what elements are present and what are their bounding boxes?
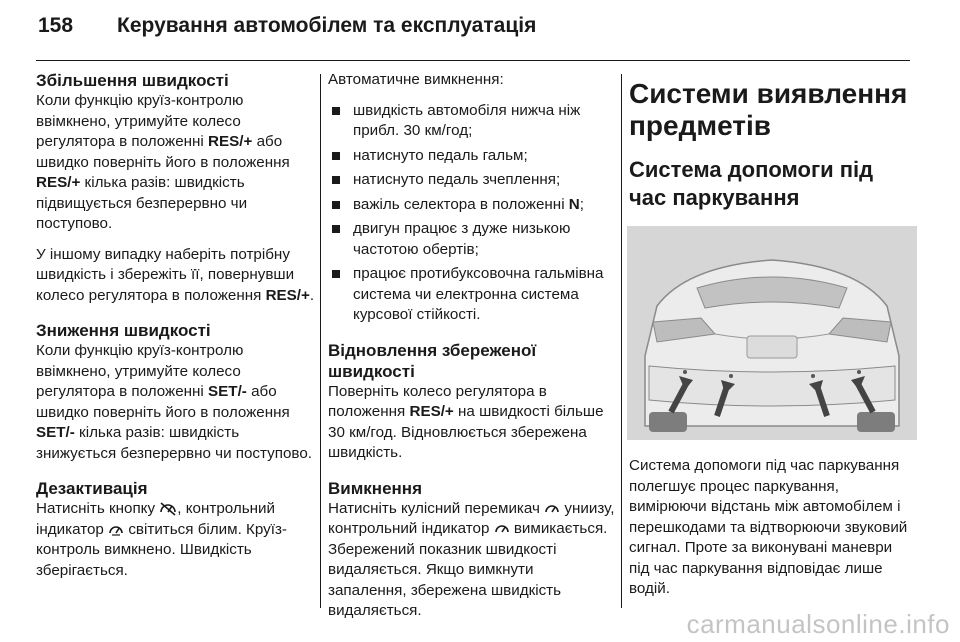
parking-assist-description: Система допомоги під час паркування полегшує процес паркування, вимірюючи відстань між автомобілем і перешкодами та відтворюючи звуковий сигнал. Проте за виконувані маневри під час паркування відповідає лише водій. [629, 457, 908, 597]
list-item: натиснуто педаль гальм; [328, 146, 616, 167]
column-right [629, 70, 911, 610]
column-divider-1 [320, 74, 321, 608]
column-middle [328, 70, 616, 632]
section-heading-decrease-speed: Зниження швидкості [36, 321, 211, 340]
column-divider-2 [621, 74, 622, 608]
chapter-title: Керування автомобілем та експлуатація [117, 14, 537, 37]
page-number: 158 [38, 14, 74, 37]
car-rear-drawing [627, 226, 917, 440]
cruise-off-icon [159, 501, 177, 516]
parking-sensor-illustration [627, 226, 917, 440]
paragraph-store-speed: У іншому випадку наберіть потрібну швидкість і збережіть її, повернувши колесо регулятора в положення RES/+. [36, 245, 315, 304]
list-item: двигун працює з дуже низькою частотою обертів; [328, 219, 616, 260]
section-heading-resume-speed: Відновлення збереженої швидкості [328, 340, 537, 381]
column-left [36, 70, 316, 591]
paragraph-switch-off: Натисніть кулісний перемикач униизу, контрольний індикатор вимикається. Збережений показник швидкості видаляється. Якщо вимкнути запалення, збережена швидкість видаляється. [328, 499, 615, 619]
paragraph-resume-speed: Поверніть колесо регулятора в положення RES/+ на швидкості більше 30 км/год. Відновлюється збережена швидкість. [328, 382, 604, 461]
page-header [38, 6, 536, 46]
watermark: carmanualsonline.info [686, 609, 950, 639]
list-item: важіль селектора в положенні N; [328, 195, 616, 216]
section-heading-increase-speed: Збільшення швидкості [36, 71, 229, 90]
list-item: працює протибуксовочна гальмівна система чи електронна система курсової стійкості. [328, 264, 616, 326]
section-title: Системи виявлення предметів [629, 78, 908, 141]
list-item: швидкість автомобіля нижча ніж прибл. 30 км/год; [328, 101, 616, 142]
section-heading-switch-off: Вимкнення [328, 478, 422, 498]
section-subtitle: Система допомоги під час паркування [629, 157, 874, 210]
paragraph-increase-speed: Коли функцію круїз-контролю ввімкнено, утримуйте колесо регулятора в положенні RES/+ або швидко поверніть його в положення RES/+ кілька разів: швидкість підвищується безперервно чи поступово. [36, 92, 290, 232]
section-heading-deactivation: Дезактивація [36, 479, 148, 498]
cruise-control-indicator-icon [494, 521, 510, 536]
paragraph-decrease-speed: Коли функцію круїз-контролю ввімкнено, утримуйте колесо регулятора в положенні SET/- або швидко поверніть його в положення SET/- кілька разів: швидкість знижується безперервно чи поступово. [36, 342, 312, 462]
auto-off-intro: Автоматичне вимкнення: [328, 71, 504, 88]
auto-off-list [328, 101, 616, 326]
list-item: натиснуто педаль зчеплення; [328, 170, 616, 191]
paragraph-deactivation: Натисніть кнопку , контрольний індикатор світиться білим. Круїз-контроль вимкнено. Швидкість зберігається. [36, 500, 287, 579]
header-rule [36, 60, 910, 61]
cruise-control-indicator-icon [108, 522, 124, 537]
cruise-control-icon [544, 501, 560, 516]
